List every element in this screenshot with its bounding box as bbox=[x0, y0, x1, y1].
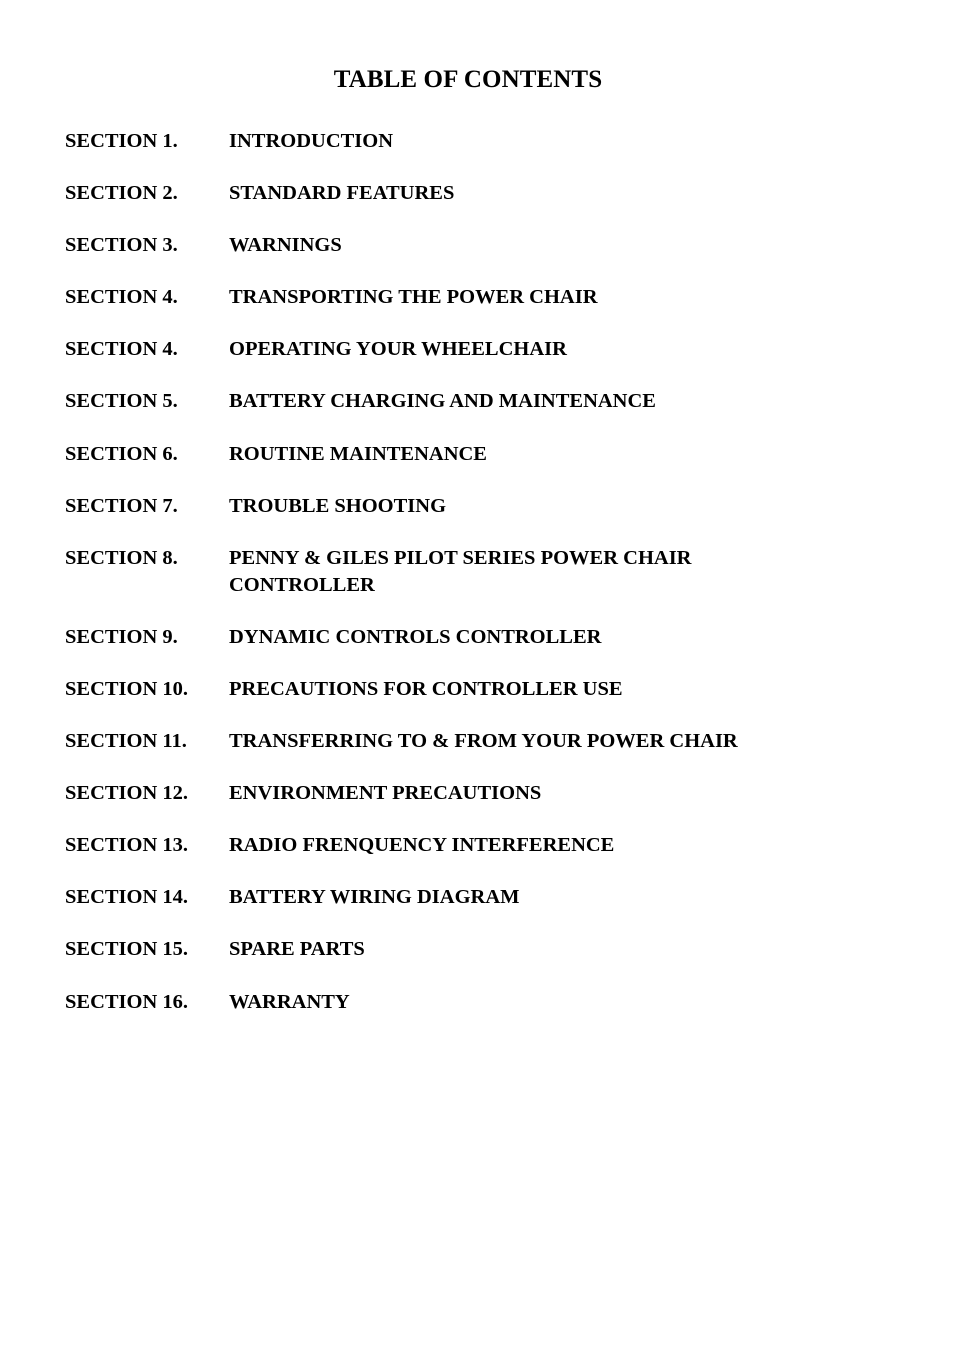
section-number: SECTION 12. bbox=[65, 782, 189, 805]
toc-entry bbox=[65, 128, 925, 155]
section-number: SECTION 16. bbox=[65, 990, 189, 1013]
section-number: SECTION 1. bbox=[65, 130, 178, 152]
section-number: SECTION 9. bbox=[65, 625, 178, 648]
section-title: TROUBLE SHOOTING bbox=[229, 494, 447, 517]
section-number: SECTION 8. bbox=[65, 546, 178, 569]
section-number: SECTION 14. bbox=[65, 886, 189, 909]
section-number: SECTION 5. bbox=[65, 390, 178, 413]
section-number: SECTION 3. bbox=[65, 234, 178, 257]
section-title: ROUTINE MAINTENANCE bbox=[229, 442, 487, 465]
toc-entry bbox=[65, 284, 925, 311]
section-number: SECTION 6. bbox=[65, 442, 178, 465]
section-number: SECTION 10. bbox=[65, 677, 189, 700]
section-title: BATTERY CHARGING AND MAINTENANCE bbox=[229, 390, 656, 413]
section-number: SECTION 13. bbox=[65, 834, 189, 857]
section-title: OPERATING YOUR WHEELCHAIR bbox=[229, 338, 567, 361]
toc-entry bbox=[65, 336, 925, 363]
section-title: PRECAUTIONS FOR CONTROLLER USE bbox=[229, 677, 623, 700]
section-title: WARNINGS bbox=[229, 234, 342, 257]
toc-entry bbox=[65, 624, 925, 651]
section-title: SPARE PARTS bbox=[229, 938, 365, 961]
section-number: SECTION 4. bbox=[65, 338, 178, 361]
table-of-contents bbox=[65, 128, 925, 1041]
section-title: RADIO FRENQUENCY INTERFERENCE bbox=[229, 834, 615, 857]
page-title: TABLE OF CONTENTS bbox=[333, 66, 603, 93]
toc-entry bbox=[65, 388, 925, 415]
section-title: WARRANTY bbox=[229, 990, 350, 1013]
section-title: TRANSFERRING TO & FROM YOUR POWER CHAIR bbox=[229, 730, 738, 753]
section-number: SECTION 11. bbox=[65, 730, 187, 753]
section-title: TRANSPORTING THE POWER CHAIR bbox=[229, 286, 598, 309]
section-number: SECTION 2. bbox=[65, 182, 178, 205]
toc-entry bbox=[65, 989, 925, 1016]
section-title: STANDARD FEATURES bbox=[229, 182, 455, 205]
toc-entry bbox=[65, 441, 925, 468]
section-number: SECTION 4. bbox=[65, 286, 178, 309]
toc-entry bbox=[65, 232, 925, 259]
section-number: SECTION 7. bbox=[65, 494, 178, 517]
section-title: ENVIRONMENT PRECAUTIONS bbox=[229, 782, 542, 805]
section-title: BATTERY WIRING DIAGRAM bbox=[229, 886, 520, 909]
toc-entry bbox=[65, 545, 925, 599]
toc-entry bbox=[65, 493, 925, 520]
toc-entry bbox=[65, 676, 925, 703]
toc-entry bbox=[65, 780, 925, 807]
section-number: SECTION 15. bbox=[65, 938, 189, 961]
section-title: DYNAMIC CONTROLS CONTROLLER bbox=[229, 625, 602, 648]
section-title: PENNY & GILES PILOT SERIES POWER CHAIR CONTROLLER bbox=[229, 546, 692, 596]
toc-entry bbox=[65, 180, 925, 207]
toc-entry bbox=[65, 728, 925, 755]
section-title: INTRODUCTION bbox=[229, 130, 394, 152]
toc-entry bbox=[65, 884, 925, 911]
toc-entry bbox=[65, 936, 925, 963]
toc-entry bbox=[65, 832, 925, 859]
